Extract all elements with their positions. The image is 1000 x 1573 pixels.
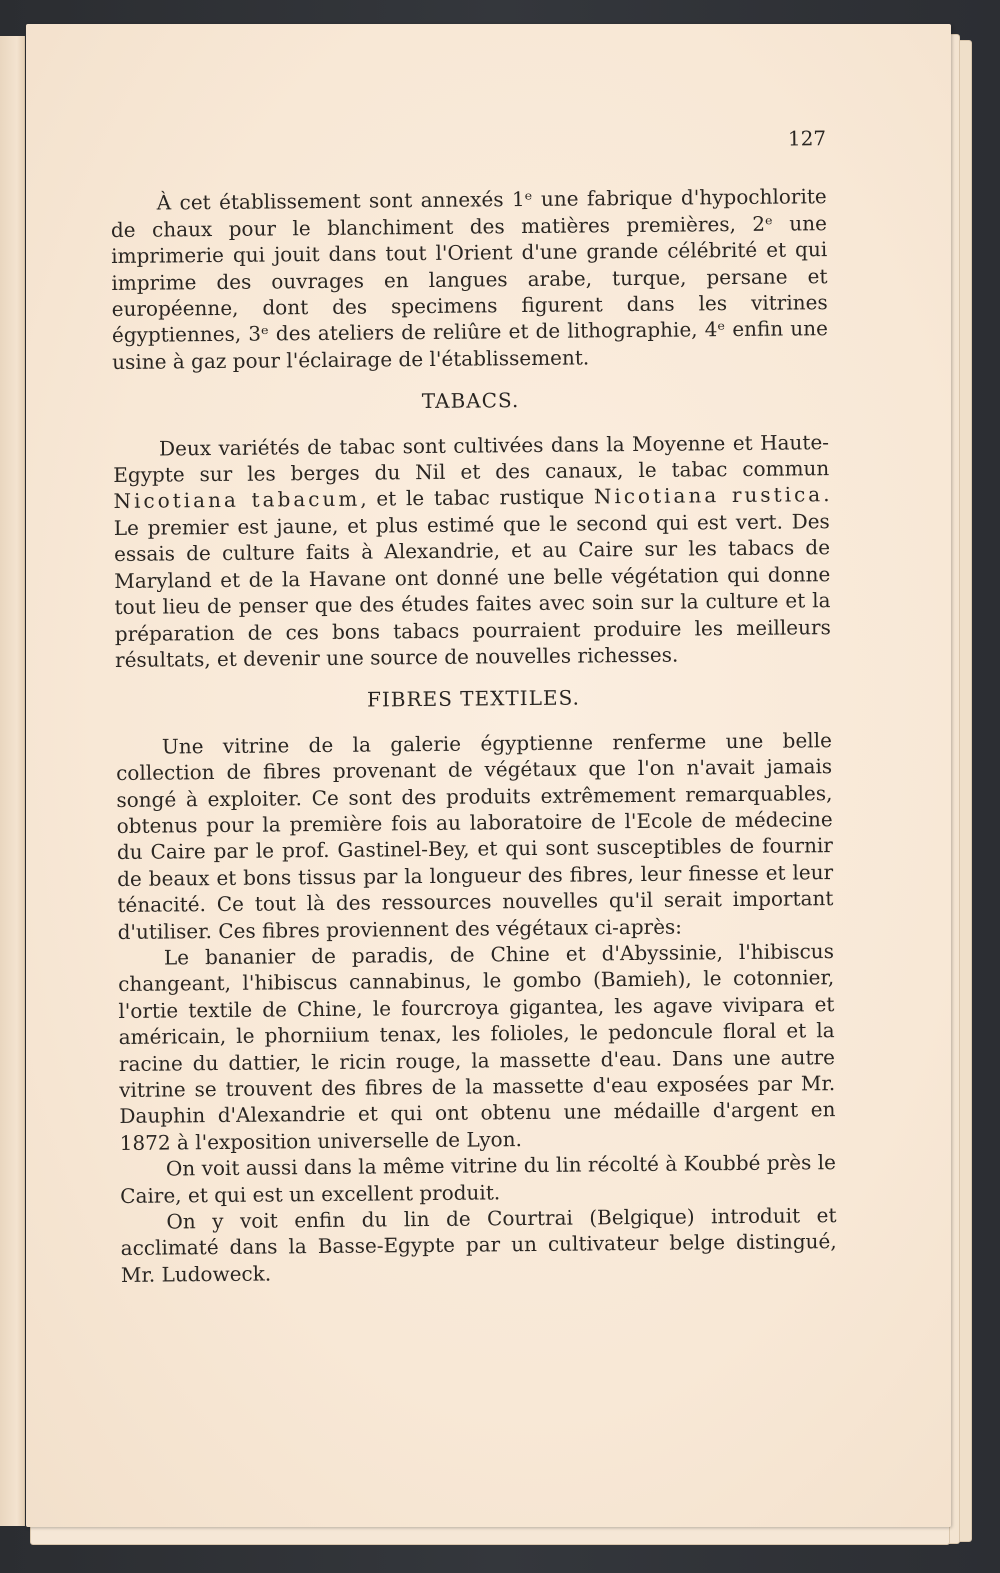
book-page (26, 24, 951, 1527)
fibres-paragraph: Une vitrine de la galerie égyptienne renferme une belle collection de fibres provenant de végétaux que l'on n'avait jamais songé à exploiter. Ce sont des produits extrêmement remarquables, obtenus pour la première fois au laboratoire de l'Ecole de médecine du Caire par le prof. Gastinel-Bey, et qui sont susceptibles de fournir de beaux et bons tissus par la longueur des fibres, leur finesse et leur ténacité. Ce tout là des ressources nouvelles qu'il serait important d'utiliser. Ces fibres proviennent des végétaux ci-après: (116, 727, 834, 944)
book-binding (0, 36, 25, 1526)
species-name: Nicotiana tabacum (113, 487, 361, 514)
fibres-paragraph: On y voit enfin du lin de Courtrai (Belgique) introduit et acclimaté dans la Basse-Egypte par un cultivateur belge distingué, Mr. Ludoweck. (120, 1203, 837, 1287)
intro-paragraph: À cet établissement sont annexés 1ᵉ une fabrique d'hypochlorite de chaux pour le blanchiment des matières premières, 2ᵉ une imprimerie qui jouit dans tout l'Orient d'une grande célébrité et qui imprime des ouvrages en langues arabe, turque, persane et européenne, dont des specimens figurent dans les vitrines égyptiennes, 3ᵉ des ateliers de reliûre et de lithographie, 4ᵉ enfin une usine à gaz pour l'éclairage de l'établissement. (110, 184, 829, 374)
species-name: Nicotiana rustica (593, 482, 824, 509)
section-title-tabacs: TABACS. (421, 388, 520, 414)
tabacs-text-b: , et le tabac rustique (360, 484, 594, 512)
page-text (110, 125, 837, 1288)
fibres-paragraph: On voit aussi dans la même vitrine du lin récolté à Koubbé près le Caire, et qui est un excellent produit. (120, 1150, 837, 1208)
tabacs-text-a: Deux variétés de tabac sont cultivées dans la Moyenne et Haute-Egypte sur les berges du Nil et des canaux, le tabac commun (113, 429, 830, 488)
fibres-paragraph: Le bananier de paradis, de Chine et d'Abyssinie, l'hibiscus changeant, l'hibiscus cannabinus, le gombo (Bamieh), le cotonnier, l'ortie textile de Chine, le fourcroya gigantea, les agave vivipara et américain, le phorniium tenax, les folioles, le pedoncule floral et la racine du dattier, le ricin rouge, la massette d'eau. Dans une autre vitrine se trouvent des fibres de la massette d'eau exposées par Mr. Dauphin d'Alexandrie et qui ont obtenu une médaille d'argent en 1872 à l'exposition universelle de Lyon. (118, 939, 836, 1155)
page-number: 127 (787, 126, 827, 151)
section-title-fibres: FIBRES TEXTILES. (366, 685, 580, 712)
tabacs-text-c: . Le premier est jaune, et plus estimé que le second qui est vert. Des essais de culture faits à Alexandrie, et au Caire sur les tabacs de Maryland et de la Havane ont donné une belle végétation qui donne tout lieu de penser que des études faites avec soin sur la culture et la préparation de ces bons tabacs pourraient produire les meilleurs résultats, et devenir une source de nouvelles richesses. (113, 482, 831, 672)
tabacs-paragraph (113, 429, 831, 674)
